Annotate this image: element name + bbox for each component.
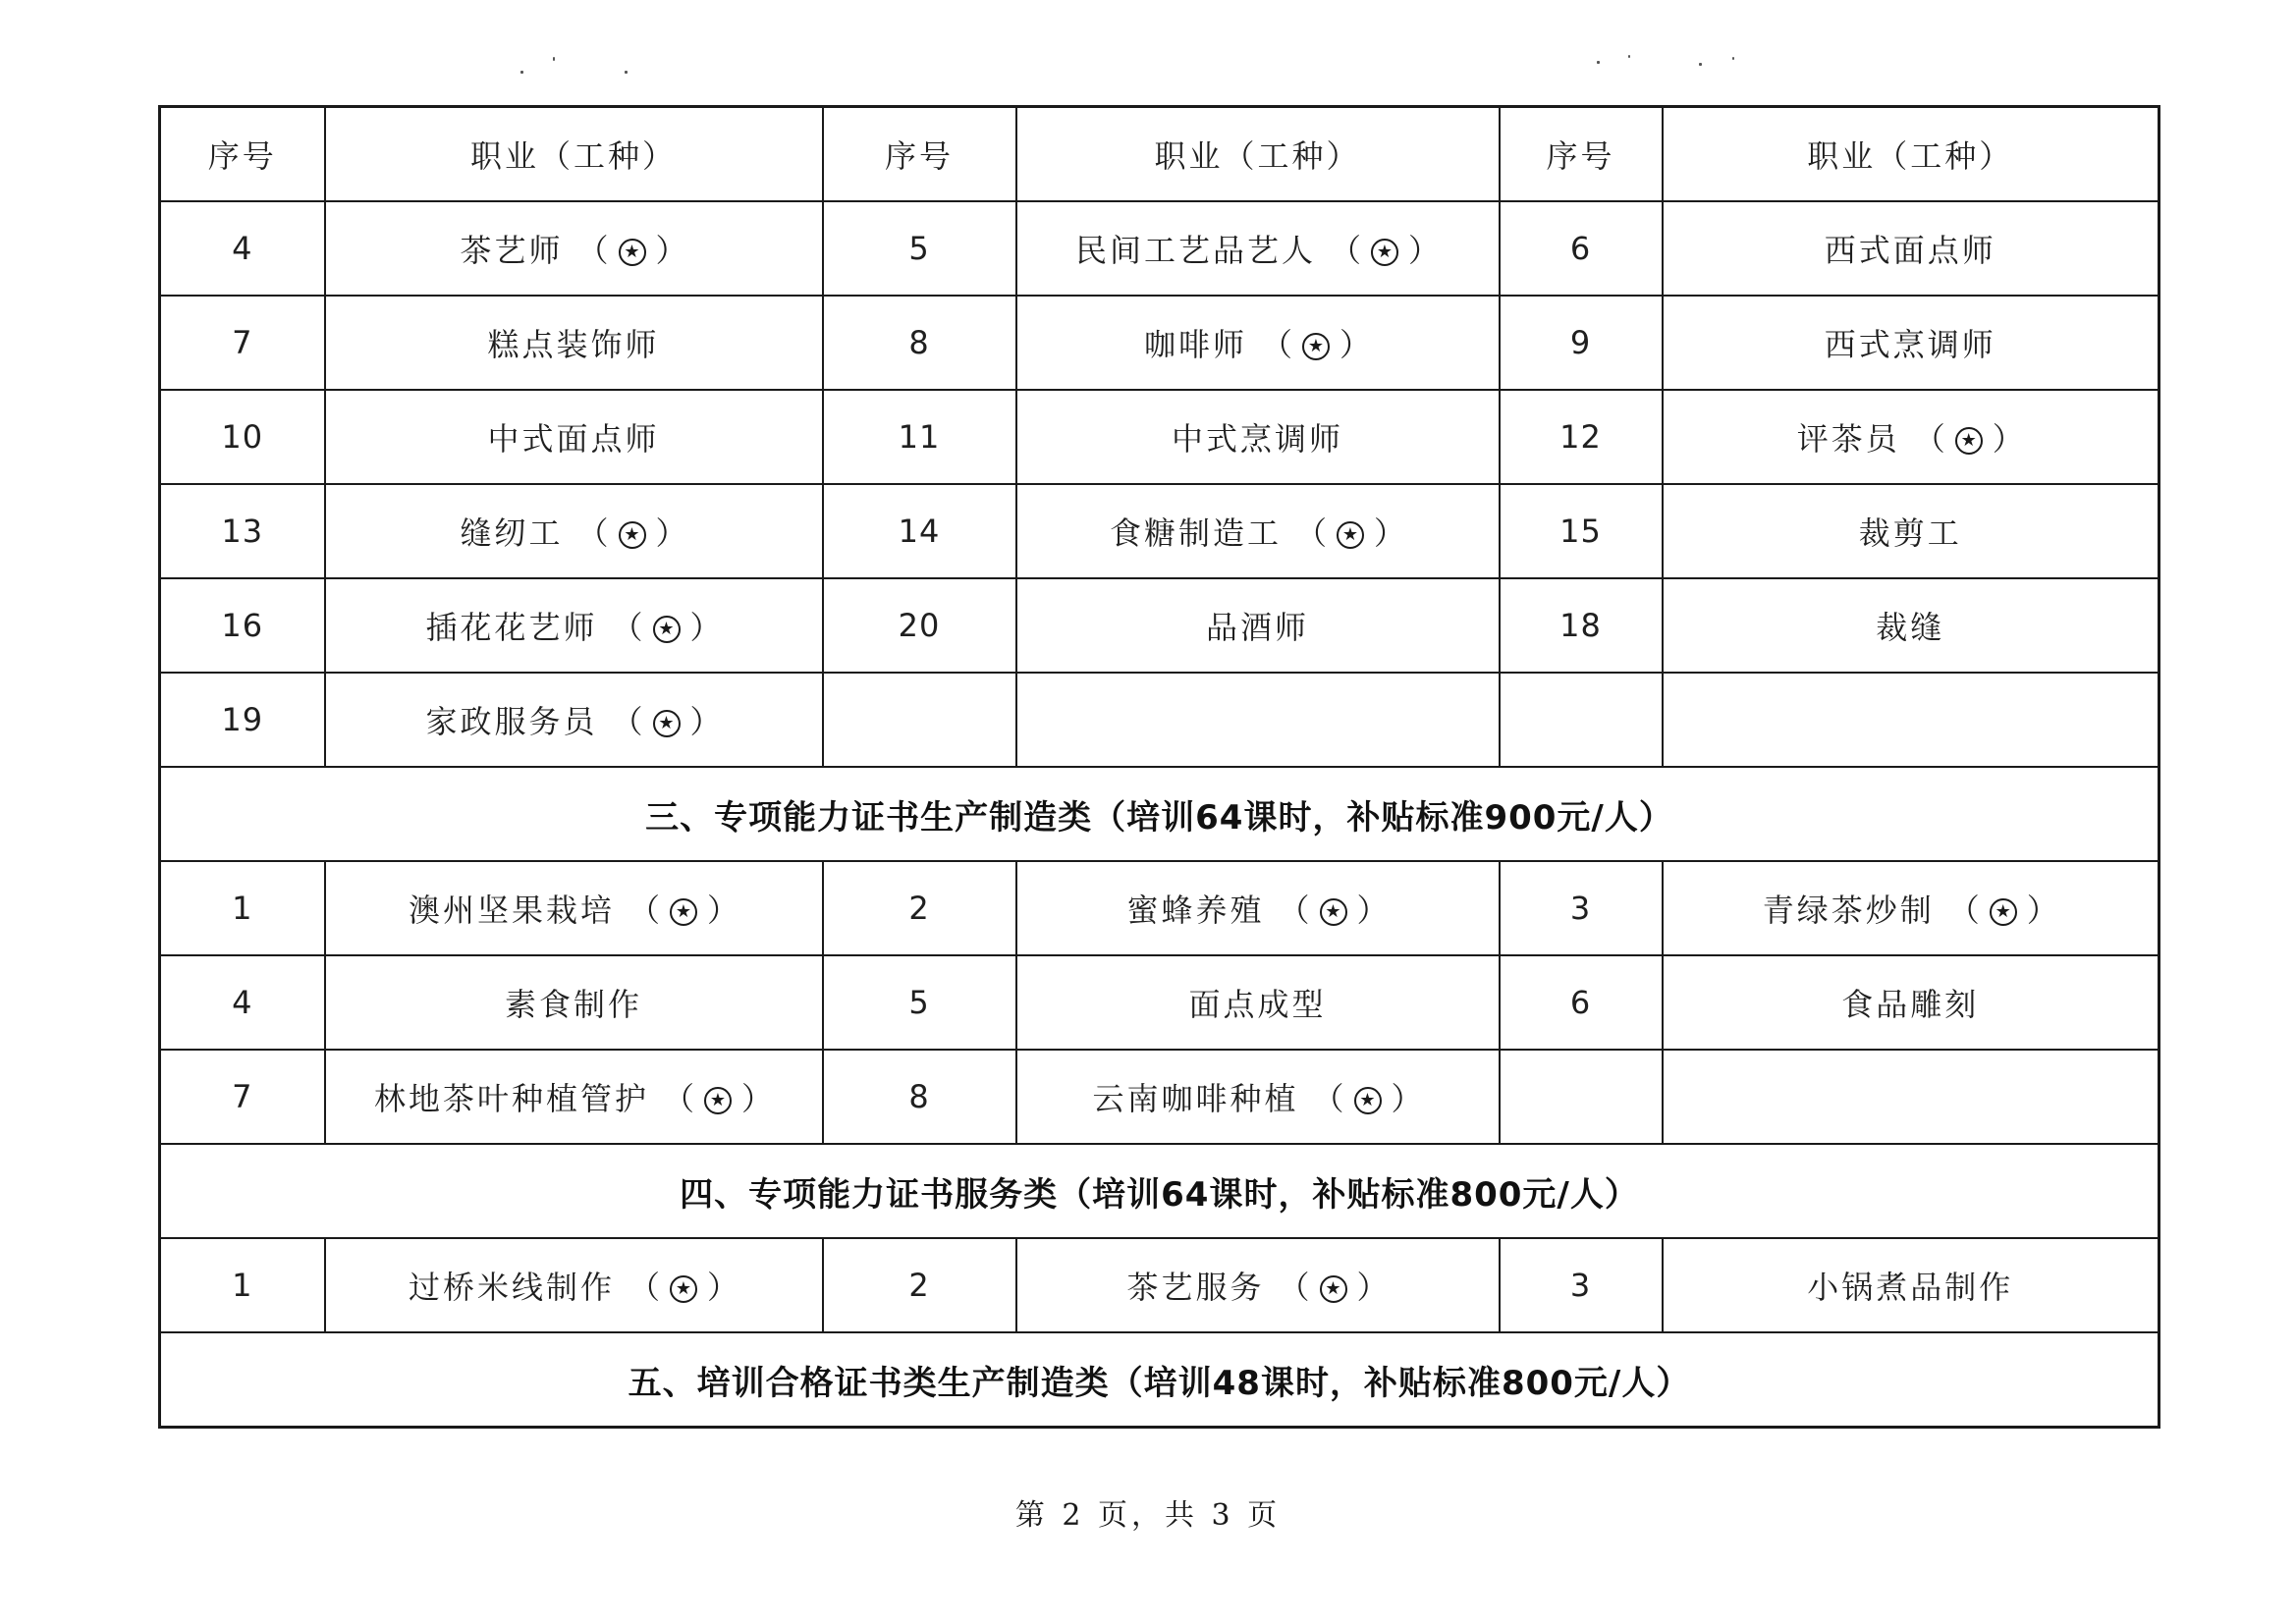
seq-cell: 7 [160, 1050, 325, 1144]
occupation-name: 食糖制造工 [1109, 514, 1282, 552]
key-occupation-marker [1278, 892, 1388, 929]
occupation-name: 评茶员 [1796, 420, 1900, 458]
circled-star-icon [1990, 898, 2017, 926]
occupation-cell [1663, 484, 2159, 578]
occupation-header: 职业（工种） [325, 107, 823, 202]
occupation-name: 中式烹调师 [1171, 420, 1343, 458]
circled-star-icon [653, 616, 681, 643]
occupation-name: 素食制作 [504, 986, 642, 1023]
table-row [160, 578, 2159, 673]
scan-speck [625, 71, 628, 74]
table-row [160, 1238, 2159, 1332]
occupation-cell [1016, 1050, 1500, 1144]
circled-star-icon [670, 898, 697, 926]
scan-speck [553, 57, 555, 61]
marker-close-paren: ） [1408, 232, 1441, 269]
scan-speck [1628, 55, 1630, 58]
occupation-cell [1663, 296, 2159, 390]
occupation-cell [1016, 673, 1500, 767]
seq-cell: 15 [1500, 484, 1663, 578]
marker-close-paren: ） [689, 609, 722, 646]
scan-speck [1699, 63, 1702, 66]
occupation-name: 蜜蜂养殖 [1126, 892, 1265, 929]
seq-cell [1500, 673, 1663, 767]
occupation-name: 食品雕刻 [1841, 986, 1980, 1023]
occupation-cell [325, 296, 823, 390]
circled-star-icon [670, 1275, 697, 1303]
marker-close-paren: ） [1356, 892, 1389, 929]
table-row [160, 484, 2159, 578]
marker-close-paren: ） [1391, 1080, 1423, 1117]
occupation-cell [1663, 955, 2159, 1050]
key-occupation-marker [1312, 1080, 1422, 1117]
marker-close-paren: ） [1992, 420, 2024, 458]
table-row [160, 673, 2159, 767]
occupation-name: 茶艺服务 [1126, 1269, 1265, 1306]
marker-open-paren: （ [628, 1269, 660, 1306]
key-occupation-marker [611, 609, 721, 646]
seq-cell: 20 [823, 578, 1016, 673]
marker-open-paren: （ [1278, 1269, 1310, 1306]
marker-open-paren: （ [1260, 326, 1292, 363]
occupation-table [158, 105, 2160, 1429]
seq-header: 序号 [1500, 107, 1663, 202]
circled-star-icon [1337, 521, 1364, 549]
marker-close-paren: ） [2026, 892, 2058, 929]
circled-star-icon [619, 521, 646, 549]
key-occupation-marker [1278, 1269, 1388, 1306]
seq-cell: 8 [823, 296, 1016, 390]
occupation-name: 裁剪工 [1858, 514, 1962, 552]
section-4-title: 四、专项能力证书服务类（培训64课时，补贴标准800元/人） [160, 1144, 2159, 1238]
occupation-name: 云南咖啡种植 [1092, 1080, 1299, 1117]
seq-cell: 14 [823, 484, 1016, 578]
seq-cell: 6 [1500, 201, 1663, 296]
seq-cell: 6 [1500, 955, 1663, 1050]
marker-close-paren: ） [1356, 1269, 1389, 1306]
occupation-cell [1016, 201, 1500, 296]
occupation-name: 品酒师 [1205, 609, 1309, 646]
key-occupation-marker [1261, 326, 1371, 363]
occupation-cell [1016, 296, 1500, 390]
circled-star-icon [1354, 1087, 1382, 1114]
scan-speck [1732, 57, 1734, 60]
occupation-cell [325, 1050, 823, 1144]
seq-cell: 1 [160, 1238, 325, 1332]
marker-open-paren: （ [1947, 892, 1980, 929]
section-3-row [160, 767, 2159, 861]
key-occupation-marker [629, 892, 738, 929]
seq-cell: 5 [823, 955, 1016, 1050]
circled-star-icon [704, 1087, 732, 1114]
occupation-name: 澳州坚果栽培 [408, 892, 615, 929]
key-occupation-marker [1948, 892, 2058, 929]
section-4-row [160, 1144, 2159, 1238]
occupation-cell [325, 390, 823, 484]
key-occupation-marker [611, 703, 721, 740]
occupation-name: 西式烹调师 [1824, 326, 1996, 363]
occupation-cell [325, 955, 823, 1050]
seq-cell: 1 [160, 861, 325, 955]
marker-open-paren: （ [611, 703, 643, 740]
occupation-cell [1016, 484, 1500, 578]
circled-star-icon [653, 710, 681, 737]
occupation-cell [1016, 1238, 1500, 1332]
occupation-cell [1663, 578, 2159, 673]
circled-star-icon [1320, 1275, 1347, 1303]
occupation-cell [1016, 861, 1500, 955]
seq-cell: 16 [160, 578, 325, 673]
occupation-name: 林地茶叶种植管护 [373, 1080, 649, 1117]
section-5-title: 五、培训合格证书类生产制造类（培训48课时，补贴标准800元/人） [160, 1332, 2159, 1428]
circled-star-icon [1371, 239, 1398, 266]
occupation-name: 过桥米线制作 [408, 1269, 615, 1306]
occupation-cell [1663, 390, 2159, 484]
seq-cell [1500, 1050, 1663, 1144]
circled-star-icon [1320, 898, 1347, 926]
occupation-name: 民间工艺品艺人 [1074, 232, 1316, 269]
key-occupation-marker [576, 232, 686, 269]
seq-cell: 9 [1500, 296, 1663, 390]
marker-open-paren: （ [662, 1080, 694, 1117]
occupation-name: 中式面点师 [487, 420, 660, 458]
occupation-cell [325, 578, 823, 673]
table-row [160, 861, 2159, 955]
marker-open-paren: （ [1278, 892, 1310, 929]
table-row [160, 1050, 2159, 1144]
seq-cell: 4 [160, 955, 325, 1050]
header-row [160, 107, 2159, 202]
seq-cell: 11 [823, 390, 1016, 484]
marker-open-paren: （ [1329, 232, 1361, 269]
marker-close-paren: ） [1374, 514, 1406, 552]
occupation-cell [1663, 1238, 2159, 1332]
scan-speck [520, 71, 523, 74]
occupation-cell [1016, 578, 1500, 673]
key-occupation-marker [1330, 232, 1440, 269]
key-occupation-marker [629, 1269, 738, 1306]
occupation-name: 裁缝 [1876, 609, 1945, 646]
occupation-name: 咖啡师 [1143, 326, 1247, 363]
key-occupation-marker [663, 1080, 773, 1117]
occupation-cell [1663, 673, 2159, 767]
seq-cell: 10 [160, 390, 325, 484]
seq-header: 序号 [823, 107, 1016, 202]
marker-open-paren: （ [576, 232, 609, 269]
table-row [160, 201, 2159, 296]
occupation-cell [1016, 390, 1500, 484]
seq-cell: 2 [823, 1238, 1016, 1332]
seq-cell: 18 [1500, 578, 1663, 673]
occupation-cell [325, 1238, 823, 1332]
seq-cell: 3 [1500, 861, 1663, 955]
marker-close-paren: ） [689, 703, 722, 740]
marker-open-paren: （ [628, 892, 660, 929]
occupation-cell [1663, 201, 2159, 296]
seq-cell: 2 [823, 861, 1016, 955]
seq-cell [823, 673, 1016, 767]
marker-open-paren: （ [1312, 1080, 1344, 1117]
seq-cell: 8 [823, 1050, 1016, 1144]
seq-header: 序号 [160, 107, 325, 202]
marker-open-paren: （ [1913, 420, 1945, 458]
seq-cell: 12 [1500, 390, 1663, 484]
table-row [160, 955, 2159, 1050]
marker-close-paren: ） [741, 1080, 774, 1117]
occupation-header: 职业（工种） [1663, 107, 2159, 202]
seq-cell: 5 [823, 201, 1016, 296]
page-number-footer: 第 2 页，共 3 页 [1014, 1498, 1282, 1533]
circled-star-icon [1302, 333, 1330, 360]
seq-cell: 7 [160, 296, 325, 390]
circled-star-icon [1955, 427, 1983, 455]
occupation-cell [1016, 955, 1500, 1050]
occupation-name: 茶艺师 [460, 232, 564, 269]
occupation-name: 青绿茶炒制 [1762, 892, 1935, 929]
seq-cell: 4 [160, 201, 325, 296]
seq-cell: 13 [160, 484, 325, 578]
marker-close-paren: ） [707, 1269, 739, 1306]
occupation-name: 西式面点师 [1824, 232, 1996, 269]
occupation-name: 插花花艺师 [425, 609, 598, 646]
marker-open-paren: （ [576, 514, 609, 552]
key-occupation-marker [1914, 420, 2024, 458]
occupation-name: 缝纫工 [460, 514, 564, 552]
occupation-name: 糕点装饰师 [487, 326, 660, 363]
occupation-name: 面点成型 [1188, 986, 1327, 1023]
occupation-table-body [160, 107, 2159, 1428]
marker-close-paren: ） [1339, 326, 1372, 363]
section-5-row [160, 1332, 2159, 1428]
occupation-cell [325, 673, 823, 767]
occupation-header: 职业（工种） [1016, 107, 1500, 202]
occupation-name: 家政服务员 [425, 703, 598, 740]
table-row [160, 296, 2159, 390]
table-row [160, 390, 2159, 484]
marker-close-paren: ） [655, 514, 687, 552]
marker-open-paren: （ [1294, 514, 1327, 552]
circled-star-icon [619, 239, 646, 266]
key-occupation-marker [1295, 514, 1405, 552]
marker-close-paren: ） [655, 232, 687, 269]
marker-open-paren: （ [611, 609, 643, 646]
marker-close-paren: ） [707, 892, 739, 929]
occupation-cell [1663, 861, 2159, 955]
occupation-cell [325, 484, 823, 578]
scan-speck [1597, 61, 1600, 64]
occupation-name: 小锅煮品制作 [1807, 1269, 2014, 1306]
section-3-title: 三、专项能力证书生产制造类（培训64课时，补贴标准900元/人） [160, 767, 2159, 861]
seq-cell: 19 [160, 673, 325, 767]
occupation-cell [325, 861, 823, 955]
occupation-cell [1663, 1050, 2159, 1144]
seq-cell: 3 [1500, 1238, 1663, 1332]
occupation-cell [325, 201, 823, 296]
key-occupation-marker [576, 514, 686, 552]
